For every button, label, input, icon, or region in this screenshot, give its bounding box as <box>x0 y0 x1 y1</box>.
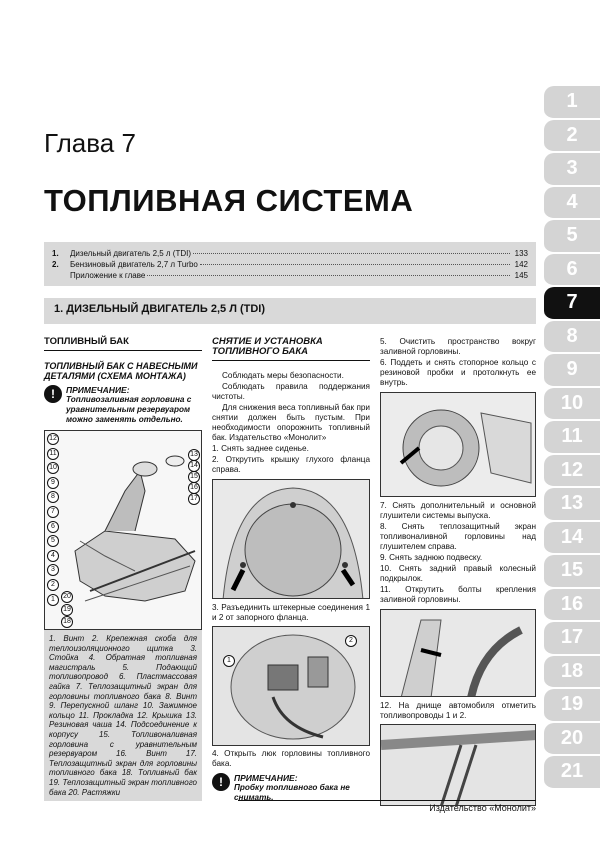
callout-1: 1 <box>47 594 59 606</box>
toc-number: 2. <box>52 260 59 269</box>
callout-18: 18 <box>61 616 73 628</box>
toc-number: 1. <box>52 249 59 258</box>
chapter-tab-15[interactable]: 15 <box>544 555 600 589</box>
chapter-tabs <box>544 86 600 790</box>
assembly-subheading: ТОПЛИВНЫЙ БАК С НАВЕСНЫМИ ДЕТАЛЯМИ (СХЕМА МОНТАЖА) <box>44 361 198 381</box>
callout-10: 10 <box>47 462 59 474</box>
column-1 <box>44 337 202 801</box>
page-title: ТОПЛИВНАЯ СИСТЕМА <box>44 183 414 218</box>
chapter-tab-4[interactable]: 4 <box>544 187 600 221</box>
chapter-tab-18[interactable]: 18 <box>544 656 600 690</box>
step: 3. Разъединить штекерные соединения 1 и 2 от запорного фланца. <box>212 603 370 622</box>
toc-leader <box>147 275 510 276</box>
note <box>212 773 370 803</box>
callout-14: 14 <box>188 460 200 472</box>
footer-rule <box>238 800 536 801</box>
note-title: ПРИМЕЧАНИЕ: <box>234 773 298 783</box>
callout-12: 12 <box>47 433 59 445</box>
chapter-tab-21[interactable]: 21 <box>544 756 600 790</box>
footer-publisher: Издательство «Монолит» <box>429 803 536 813</box>
callout-17: 17 <box>188 493 200 505</box>
fuel-lines-photo <box>380 724 536 806</box>
step: 12. На днище автомобиля отметить топливопроводы 1 и 2. <box>380 701 536 720</box>
callout-4: 4 <box>47 550 59 562</box>
note <box>44 385 202 425</box>
fuel-lines-drawing <box>381 725 536 806</box>
paragraph: Соблюдать правила поддержания чистоты. <box>212 382 370 401</box>
callout-13: 13 <box>188 449 200 461</box>
chapter-tab-16[interactable]: 16 <box>544 589 600 623</box>
callout-1: 1 <box>223 655 235 667</box>
toc-leader <box>193 253 510 254</box>
paragraph: Для снижения веса топливный бак при снятии должен быть пустым. При необходимости опорожнить топливный бак. Издательство «Монолит» <box>212 403 370 442</box>
column-3 <box>380 337 536 806</box>
step: 6. Поддеть и снять стопорное кольцо с резиновой пробки и протолкнуть ее внутрь. <box>380 358 536 387</box>
callout-20: 20 <box>61 591 73 603</box>
toc-leader <box>200 264 510 265</box>
chapter-tab-11[interactable]: 11 <box>544 421 600 455</box>
callout-9: 9 <box>47 477 59 489</box>
step: 1. Снять заднее сиденье. <box>212 444 309 453</box>
paragraph: Соблюдать меры безопасности. <box>222 371 344 380</box>
flange-photo <box>212 479 370 599</box>
filler-bolts-photo <box>380 609 536 697</box>
connector-photo <box>212 626 370 746</box>
chapter-tab-19[interactable]: 19 <box>544 689 600 723</box>
callout-19: 19 <box>61 604 73 616</box>
note-text: Пробку топливного бака не снимать. <box>234 783 350 802</box>
table-of-contents <box>44 242 536 286</box>
step: 7. Снять дополнительный и основной глушители системы выпуска. <box>380 501 536 520</box>
callout-8: 8 <box>47 491 59 503</box>
callout-5: 5 <box>47 535 59 547</box>
step: 2. Открутить крышку глухого фланца справа. <box>212 455 370 474</box>
toc-item[interactable] <box>52 249 528 260</box>
step: 4. Открыть люк горловины топливного бака. <box>212 749 370 768</box>
toc-page: 133 <box>514 249 528 258</box>
toc-text: Приложение к главе <box>70 271 146 280</box>
callout-15: 15 <box>188 471 200 483</box>
toc-text: Бензиновый двигатель 2,7 л Turbo <box>70 260 198 269</box>
step: 9. Снять заднюю подвеску. <box>380 553 483 562</box>
step: 8. Снять теплозащитный экран топливоналивной горловины над глушителем справа. <box>380 522 536 551</box>
chapter-tab-3[interactable]: 3 <box>544 153 600 187</box>
chapter-tab-2[interactable]: 2 <box>544 120 600 154</box>
callout-2: 2 <box>47 579 59 591</box>
fuel-tank-diagram <box>44 430 202 630</box>
figure-caption: 1. Винт 2. Крепежная скоба для теплоизоляционного щитка 3. Стойка 4. Обратная топливная магистраль 5. Подающий топливопровод 6. Пластмассовая гайка 7. Теплозащитный экран для горловины топливного бака 8. Винт 9. Перепускной шланг 10. Зажимное кольцо 11. Прокладка 12. Крышка 13. Резиновая чаша 14. Подсоединение к корпусу 15. Топливоналивная горловина с уравнительным резервуаром 16. Винт 17. Теплозащитный экран для горловины топливного бака 18. Топливный бак 19. Теплозащитный экран топливного бака 20. Растяжки <box>44 630 202 801</box>
toc-page: 145 <box>514 271 528 280</box>
toc-page: 142 <box>514 260 528 269</box>
note-title: ПРИМЕЧАНИЕ: <box>66 385 130 395</box>
toc-item[interactable] <box>52 271 528 282</box>
removal-heading: СНЯТИЕ И УСТАНОВКА ТОПЛИВНОГО БАКА <box>212 337 370 361</box>
toc-item[interactable] <box>52 260 528 271</box>
note-text: Топливозаливная горловина с уравнительным резервуаром можно заменять отдельно. <box>66 395 192 424</box>
chapter-tab-9[interactable]: 9 <box>544 354 600 388</box>
chapter-tab-5[interactable]: 5 <box>544 220 600 254</box>
section-heading: 1. ДИЗЕЛЬНЫЙ ДВИГАТЕЛЬ 2,5 Л (TDI) <box>44 298 536 324</box>
attention-icon: ! <box>212 773 230 791</box>
callout-6: 6 <box>47 521 59 533</box>
chapter-tab-12[interactable]: 12 <box>544 455 600 489</box>
column-2 <box>212 337 370 808</box>
chapter-tab-1[interactable]: 1 <box>544 86 600 120</box>
step: 10. Снять задний правый колесный подкрылок. <box>380 564 536 583</box>
flange-drawing <box>213 480 370 599</box>
callout-16: 16 <box>188 482 200 494</box>
chapter-tab-7[interactable]: 7 <box>544 287 600 321</box>
attention-icon: ! <box>44 385 62 403</box>
callout-7: 7 <box>47 506 59 518</box>
filler-neck-drawing <box>381 393 536 497</box>
callout-2: 2 <box>345 635 357 647</box>
fuel-tank-heading: ТОПЛИВНЫЙ БАК <box>44 337 202 351</box>
filler-bolts-drawing <box>381 610 536 697</box>
callout-11: 11 <box>47 448 59 460</box>
toc-text: Дизельный двигатель 2,5 л (TDI) <box>70 249 192 258</box>
chapter-tab-6[interactable]: 6 <box>544 254 600 288</box>
chapter-tab-20[interactable]: 20 <box>544 723 600 757</box>
chapter-tab-14[interactable]: 14 <box>544 522 600 556</box>
chapter-tab-8[interactable]: 8 <box>544 321 600 355</box>
step: 5. Очистить пространство вокруг заливной горловины. <box>380 337 536 356</box>
chapter-tab-10[interactable]: 10 <box>544 388 600 422</box>
step: 11. Открутить болты крепления заливной горловины. <box>380 585 536 604</box>
chapter-tab-17[interactable]: 17 <box>544 622 600 656</box>
chapter-label: Глава 7 <box>44 128 136 158</box>
filler-neck-photo <box>380 392 536 497</box>
callout-3: 3 <box>47 564 59 576</box>
chapter-tab-13[interactable]: 13 <box>544 488 600 522</box>
